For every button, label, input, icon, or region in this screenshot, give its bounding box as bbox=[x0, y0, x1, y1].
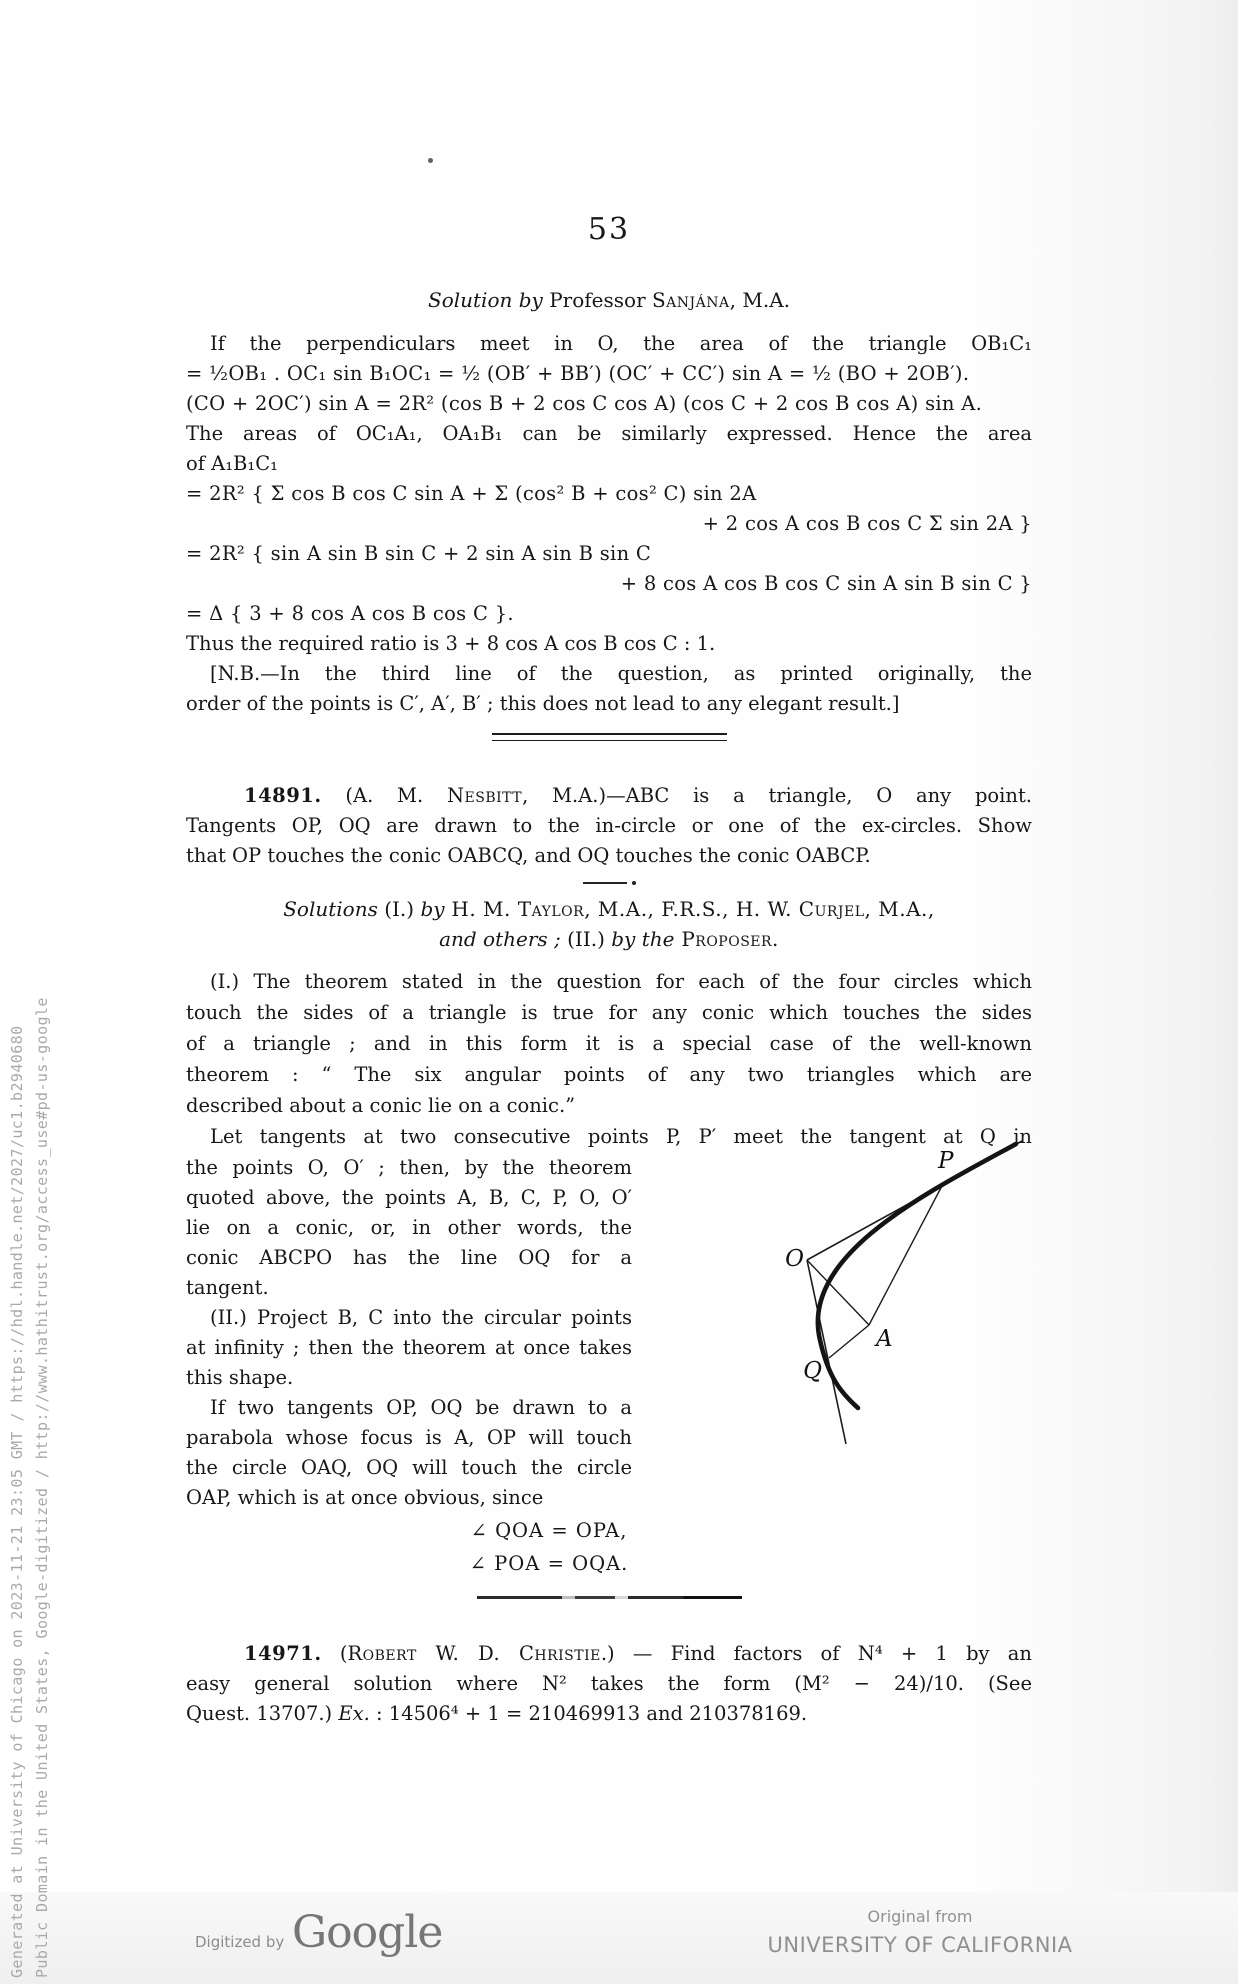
short-rule bbox=[580, 881, 638, 884]
question-first-line bbox=[186, 1639, 1032, 1669]
text-line: this shape. bbox=[186, 1366, 294, 1389]
text-line: The areas of OC₁A₁, OA₁B₁ can be similarly expressed. Hence the area bbox=[186, 422, 1032, 445]
question-text-line: that OP touches the conic OABCQ, and OQ touches the conic OABCP. bbox=[186, 844, 871, 867]
watermark-generated-text: Generated at University of Chicago on 2023-11-21 23:05 GMT / https://hdl.handle.net/2027/uc1.b2940680 bbox=[8, 1025, 26, 1978]
google-logo: Google bbox=[292, 1907, 443, 1958]
equation-line: = Δ { 3 + 8 cos A cos B cos C }. bbox=[186, 602, 514, 625]
segment-AQ bbox=[829, 1325, 869, 1358]
and-others-word: and others ; bbox=[439, 927, 561, 951]
by-word: by bbox=[420, 897, 445, 921]
institution-label: UNIVERSITY OF CALIFORNIA bbox=[767, 1933, 1073, 1957]
proposer-name: Robert W. D. Christie bbox=[347, 1642, 601, 1665]
digitized-by-label: Digitized by bbox=[195, 1933, 285, 1951]
figure-label-P: P bbox=[938, 1148, 954, 1174]
angle-equation-2: ∠ POA = OQA. bbox=[469, 1552, 629, 1575]
solver-names: H. M. Taylor, M.A., F.R.S., H. W. Curjel, M.A., bbox=[444, 897, 935, 921]
question-text: , M.A.)—ABC is a triangle, O any point. bbox=[522, 784, 1032, 807]
question-text: Quest. 13707.) bbox=[186, 1702, 339, 1725]
short-rule-bar bbox=[583, 882, 627, 884]
text-line: quoted above, the points A, B, C, P, O, O′ bbox=[186, 1186, 632, 1209]
solution-sanjana-body bbox=[186, 329, 1032, 719]
question-text: .) — Find factors of N⁴ + 1 by an bbox=[600, 1642, 1032, 1665]
solutions-byline bbox=[186, 894, 1032, 954]
equation-line: = 2R² { Σ cos B cos C sin A + Σ (cos² B + cos² C) sin 2A bbox=[186, 482, 757, 505]
text-line: of a triangle ; and in this form it is a special case of the well-known bbox=[186, 1032, 1032, 1055]
text-line: described about a conic lie on a conic.” bbox=[186, 1094, 576, 1117]
text-line: (II.) Project B, C into the circular points bbox=[210, 1306, 632, 1329]
short-rule-dot bbox=[632, 881, 636, 885]
byline-numeral: (I.) bbox=[377, 897, 421, 921]
text-line: If two tangents OP, OQ be drawn to a bbox=[210, 1396, 632, 1419]
figure-label-A: A bbox=[876, 1326, 893, 1352]
equation-line: + 8 cos A cos B cos C sin A sin B sin C } bbox=[620, 572, 1032, 595]
page-content bbox=[186, 0, 1032, 1729]
solution-byline bbox=[186, 285, 1032, 315]
parabola-curve bbox=[818, 1144, 1016, 1408]
question-text: (A. M. bbox=[321, 784, 447, 807]
watermark-public-domain-text: Public Domain in the United States, Google-digitized / http://www.hathitrust.org/access_use#pd-us-google bbox=[33, 997, 51, 1978]
solutions-byline-line1 bbox=[186, 894, 1032, 924]
text-line: conic ABCPO has the line OQ for a bbox=[186, 1246, 632, 1269]
equation-line: + 2 cos A cos B cos C Σ sin 2A } bbox=[702, 512, 1032, 535]
text-line: the circle OAQ, OQ will touch the circle bbox=[186, 1456, 632, 1479]
proposer-name: Nesbitt bbox=[446, 784, 523, 807]
scan-footer bbox=[0, 1905, 1238, 1975]
equation-line: = 2R² { sin A sin B sin C + 2 sin A sin B sin C bbox=[186, 542, 652, 565]
text-line: the points O, O′ ; then, by the theorem bbox=[186, 1156, 632, 1179]
page-number: 53 bbox=[587, 212, 631, 247]
question-14891 bbox=[186, 781, 1032, 871]
text-line: lie on a conic, or, in other words, the bbox=[186, 1216, 632, 1239]
by-the-word: by the bbox=[611, 927, 675, 951]
question-number: 14891. bbox=[244, 784, 322, 807]
question-text-line: easy general solution where N² takes the form (M² − 24)/10. (See bbox=[186, 1672, 1032, 1695]
text-line: [N.B.—In the third line of the question, as printed originally, the bbox=[210, 662, 1032, 685]
solution-1-paragraph bbox=[186, 966, 1032, 1152]
question-first-line bbox=[186, 781, 1032, 811]
text-line: (I.) The theorem stated in the question for each of the four circles which bbox=[210, 970, 1032, 993]
solution-wrap-section bbox=[186, 1148, 1032, 1580]
figure-label-O: O bbox=[785, 1246, 804, 1272]
section-divider-double-rule bbox=[492, 733, 727, 741]
text-line: parabola whose focus is A, OP will touch bbox=[186, 1426, 632, 1449]
text-line: touch the sides of a triangle is true for any conic which touches the sides bbox=[186, 1001, 1032, 1024]
text-line: tangent. bbox=[186, 1276, 269, 1299]
equation-line: = ½OB₁ . OC₁ sin B₁OC₁ = ½ (OB′ + BB′) (OC′ + CC′) sin A = ½ (BO + 2OB′). bbox=[186, 362, 970, 385]
segment-AP bbox=[869, 1182, 944, 1325]
section-divider-broken-rule bbox=[477, 1596, 742, 1599]
text-line: of A₁B₁C₁ bbox=[186, 452, 278, 475]
question-text: : 14506⁴ + 1 = 210469913 and 210378169. bbox=[369, 1702, 808, 1725]
text-line: OAP, which is at once obvious, since bbox=[186, 1486, 544, 1509]
angle-equation-1: ∠ QOA = OPA, bbox=[470, 1519, 628, 1542]
question-number: 14971. bbox=[244, 1642, 322, 1665]
question-text-line: Tangents OP, OQ are drawn to the in-circle or one of the ex-circles. Show bbox=[186, 814, 1032, 837]
question-14971 bbox=[186, 1639, 1032, 1729]
text-line: order of the points is C′, A′, B′ ; this does not lead to any elegant result.] bbox=[186, 692, 900, 715]
text-line: Thus the required ratio is 3 + 8 cos A cos B cos C : 1. bbox=[186, 632, 716, 655]
solutions-byline-line2 bbox=[186, 924, 1032, 954]
question-text-line bbox=[186, 1699, 1032, 1729]
text-line: at infinity ; then the theorem at once takes bbox=[186, 1336, 632, 1359]
byline-numeral: (II.) bbox=[560, 927, 612, 951]
parabola-tangents-figure bbox=[632, 1128, 1032, 1460]
byline-author-name: Sanjána bbox=[651, 288, 730, 312]
byline-degree: , M.A. bbox=[729, 288, 790, 312]
figure-label-Q: Q bbox=[803, 1358, 822, 1384]
text-line: theorem : “ The six angular points of any two triangles which are bbox=[186, 1063, 1032, 1086]
byline-professor: Professor bbox=[542, 288, 652, 312]
solutions-word: Solutions bbox=[283, 897, 378, 921]
byline-solution-by: Solution by bbox=[428, 288, 543, 312]
question-text: ( bbox=[321, 1642, 348, 1665]
original-from-label: Original from bbox=[867, 1907, 973, 1926]
equation-line: (CO + 2OC′) sin A = 2R² (cos B + 2 cos C cos A) (cos C + 2 cos B cos A) sin A. bbox=[186, 392, 983, 415]
proposer-word: Proposer. bbox=[674, 927, 779, 951]
text-line: If the perpendiculars meet in O, the area of the triangle OB₁C₁ bbox=[210, 332, 1032, 355]
text-line: Let tangents at two consecutive points P, P′ meet the tangent at Q in bbox=[210, 1125, 1032, 1148]
example-word: Ex. bbox=[338, 1702, 370, 1725]
